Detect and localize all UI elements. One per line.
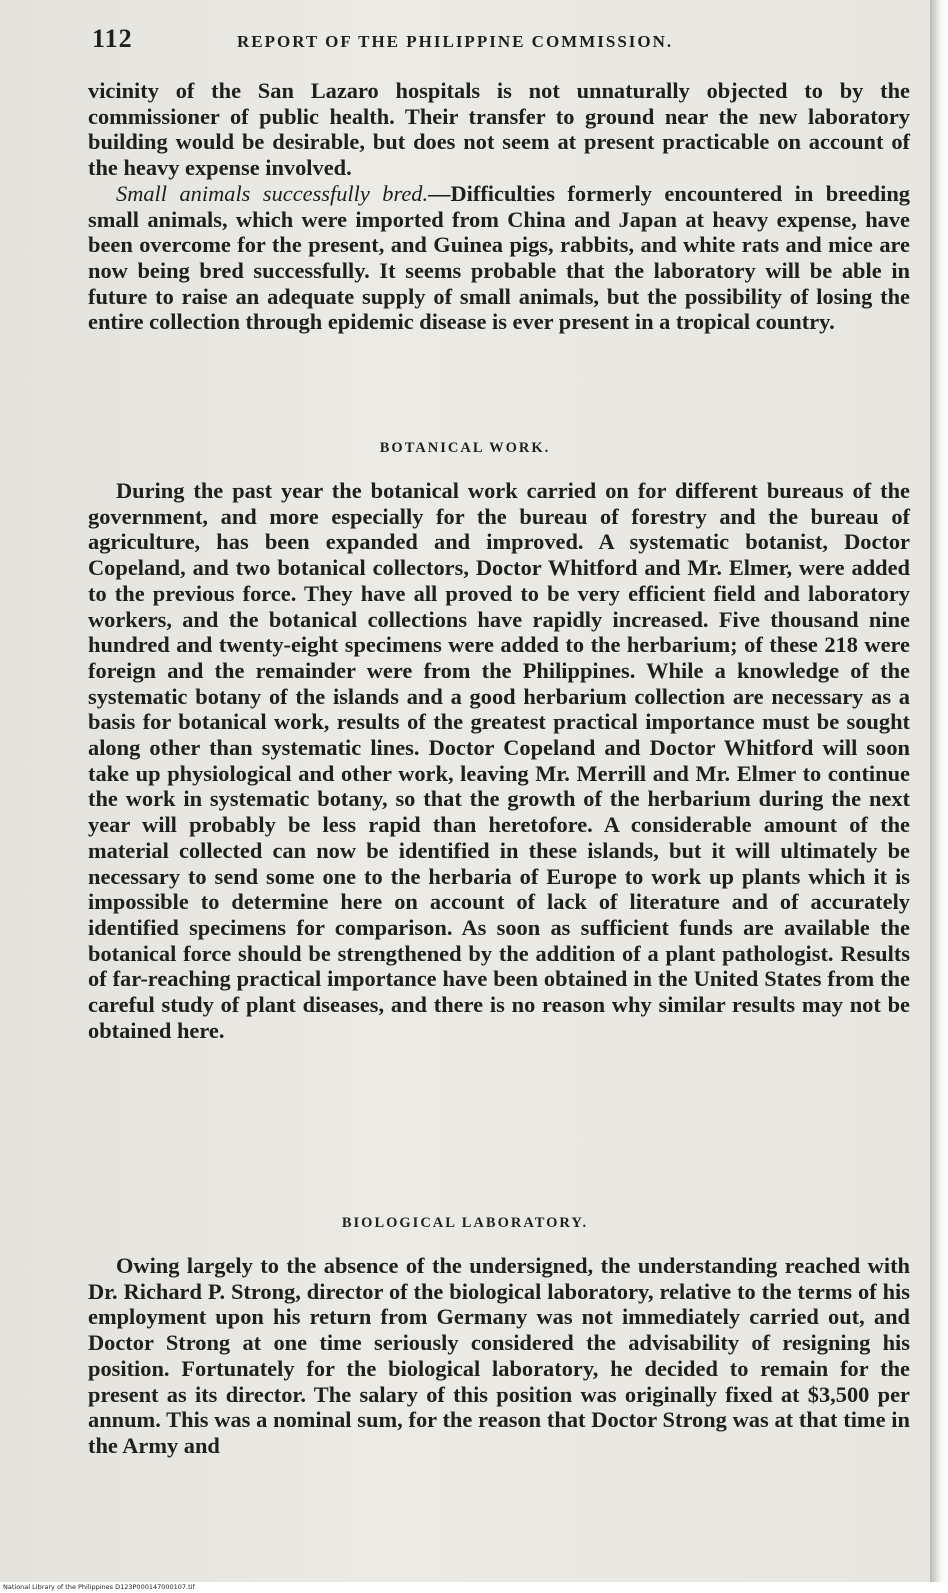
page-number: 112 (92, 24, 133, 53)
heading-biological-laboratory: BIOLOGICAL LABORATORY. (341, 1215, 589, 1231)
paragraph-hospitals: vicinity of the San Lazaro hospitals is not unnaturally objected to by the commissioner of public health. Their transfer to ground near the new laboratory building would be desirable, but does not seem at present practicable on account of the heavy expense involved. (88, 78, 910, 181)
page-edge (930, 0, 948, 1593)
page-header (92, 24, 912, 54)
paragraph-botanical: During the past year the botanical work carried on for different bureaus of the government, and more especially for the bureau of forestry and the bureau of agriculture, has been expanded and improved. A systematic botanist, Doctor Copeland, and two botanical collectors, Doctor Whitford and Mr. Elmer, were added to the previous force. They have all proved to be very efficient field and laboratory workers, and the botanical collections have rapidly increased. Five thousand nine hundred and twenty-eight specimens were added to the herbarium; of these 218 were foreign and the remainder were from the Philippines. While a knowledge of the systematic botany of the islands and a good herbarium collection are necessary as a basis for botanical work, results of the greatest practical importance must be sought along other than systematic lines. Doctor Copeland and Doctor Whitford will soon take up physiological and other work, leaving Mr. Merrill and Mr. Elmer to continue the work in systematic botany, so that the growth of the herbarium during the next year will probably be less rapid than heretofore. A considerable amount of the material collected can now be identified in these islands, but it will ultimately be necessary to send some one to the herbaria of Europe to work up plants which it is impossible to determine here on account of lack of literature and of accurately identified specimens for comparison. As soon as sufficient funds are available the botanical force should be strengthened by the addition of a plant pathologist. Results of far-reaching practical importance have been obtained in the United States from the careful study of plant diseases, and there is no reason why similar results may not be obtained here. (88, 478, 910, 1043)
biological-section (88, 1253, 910, 1459)
section-continued-text (88, 78, 910, 335)
heading-botanical-work: BOTANICAL WORK. (379, 440, 551, 456)
running-head: REPORT OF THE PHILIPPINE COMMISSION. (237, 32, 674, 51)
botanical-section (88, 478, 910, 1043)
paragraph-small-animals (88, 181, 910, 335)
paragraph-small-animals-text: —Difficulties formerly encountered in breeding small animals, which were imported from China and Japan at heavy expense, have been overcome for the present, and Guinea pigs, rabbits, and white rats and mice are now being bred successfully. It seems probable that the laboratory will be able in future to raise an adequate supply of small animals, but the possibility of losing the entire collection through epidemic disease is ever present in a tropical country. (88, 180, 910, 335)
scan-footer: National Library of the Philippines D123P000147000107.tif (0, 1582, 948, 1593)
side-heading: Small animals successfully bred. (116, 180, 429, 206)
paragraph-biological: Owing largely to the absence of the undersigned, the understanding reached with Dr. Richard P. Strong, director of the biological laboratory, relative to the terms of his employment upon his return from Germany was not immediately carried out, and Doctor Strong at one time seriously considered the advisability of resigning his position. Fortunately for the biological laboratory, he decided to remain for the present as its director. The salary of this position was originally fixed at $3,500 per annum. This was a nominal sum, for the reason that Doctor Strong was at that time in the Army and (88, 1253, 910, 1458)
